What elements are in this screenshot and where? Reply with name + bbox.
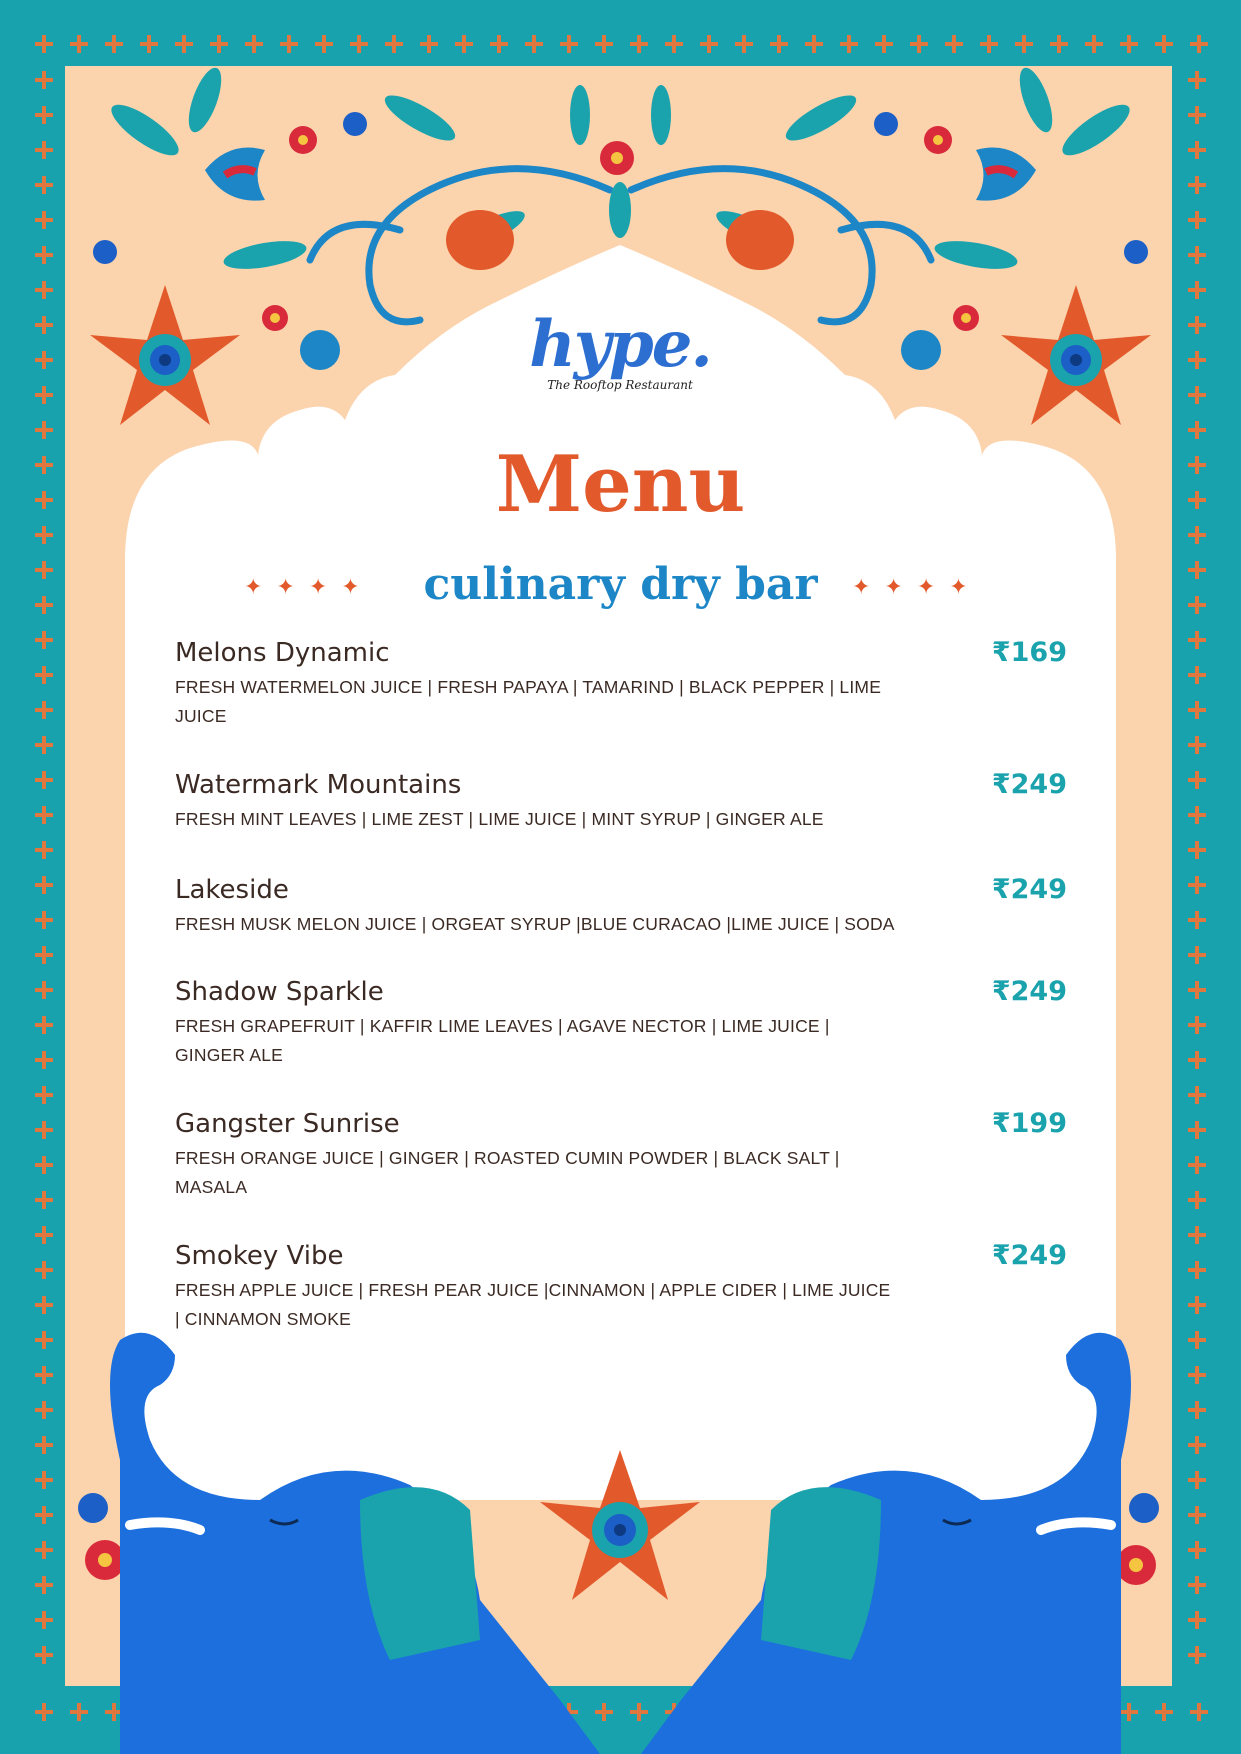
item-price: ₹249 [991,976,1067,1007]
item-price: ₹249 [991,1240,1067,1271]
item-price: ₹249 [991,874,1067,905]
item-price: ₹249 [991,769,1067,800]
item-description: FRESH MUSK MELON JUICE | ORGEAT SYRUP |BLUE CURACAO |LIME JUICE | SODA [175,914,895,934]
page-subtitle: culinary dry bar [423,559,818,610]
item-name: Lakeside [175,875,289,905]
item-price: ₹169 [991,637,1067,668]
logo-wordmark: hype. [529,307,711,382]
item-name: Shadow Sparkle [175,977,384,1007]
list-item [175,1104,1067,1202]
item-name: Gangster Sunrise [175,1109,400,1139]
item-name: Melons Dynamic [175,638,390,668]
star-icon: ✦✦✦✦ [244,574,374,599]
star-icon: ✦✦✦✦ [852,574,982,599]
item-name: Smokey Vibe [175,1241,344,1271]
list-item [175,1236,1067,1334]
logo-tagline: The Rooftop Restaurant [547,378,693,392]
list-item [175,765,1067,834]
item-description: FRESH WATERMELON JUICE | FRESH PAPAYA | TAMARIND | BLACK PEPPER | LIME JUICE [175,677,882,726]
item-price: ₹199 [991,1108,1067,1139]
page-title: Menu [495,439,746,530]
item-description: FRESH MINT LEAVES | LIME ZEST | LIME JUICE | MINT SYRUP | GINGER ALE [175,809,824,829]
item-description: FRESH APPLE JUICE | FRESH PEAR JUICE |CINNAMON | APPLE CIDER | LIME JUICE | CINNAMON SMOKE [175,1280,891,1329]
list-item [175,972,1067,1070]
item-description: FRESH GRAPEFRUIT | KAFFIR LIME LEAVES | AGAVE NECTOR | LIME JUICE | GINGER ALE [175,1016,830,1065]
list-item [175,633,1067,731]
item-name: Watermark Mountains [175,770,462,800]
brand-logo [520,307,720,430]
item-description: FRESH ORANGE JUICE | GINGER | ROASTED CUMIN POWDER | BLACK SALT | MASALA [175,1148,840,1197]
menu-list [175,633,1067,1334]
list-item [175,870,1067,939]
